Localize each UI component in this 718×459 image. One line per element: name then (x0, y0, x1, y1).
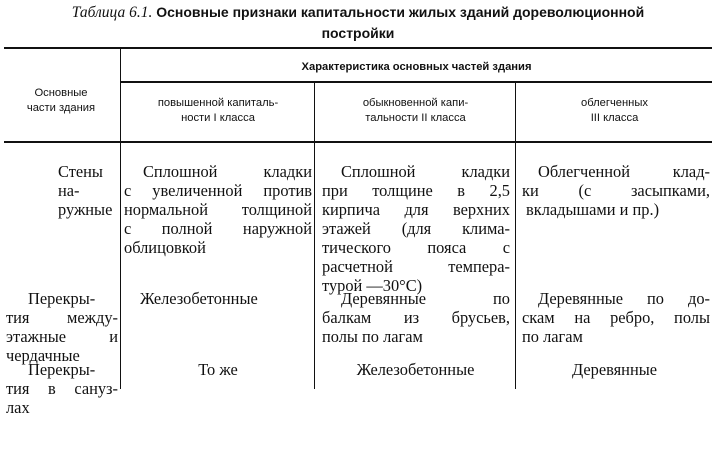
row1-col3-line-1: Облегченной клад- (538, 162, 710, 181)
row2-part-line-1: Перекры- (28, 289, 96, 308)
row2-part-line-3: этажные и (6, 327, 118, 346)
header-bottom-rule (4, 141, 712, 143)
row2-col2-line-3: полы по лагам (322, 327, 423, 346)
table-caption (6, 2, 710, 44)
row3-part-line-1: Перекры- (28, 360, 96, 379)
row2-col3-line-2: скам на ребро, полы (522, 308, 710, 327)
row1-col2-line-5: тического пояса с (322, 238, 510, 257)
row1-col3-line-3: вкладышами и пр.) (526, 200, 660, 219)
row1-col2-line-2: при толщине в 2,5 (322, 181, 510, 200)
row2-col2 (322, 289, 510, 346)
group-header-label: Характеристика основных частей здания (301, 61, 532, 73)
col3-header-line-1: облегченных (581, 97, 648, 109)
table-number: Таблица 6.1. (71, 4, 153, 21)
row2-part (6, 289, 118, 365)
row3-part-line-2: тия в сануз- (6, 379, 118, 398)
row2-part-line-2: тия между- (6, 308, 118, 327)
group-header-rule (121, 81, 712, 83)
row1-part-line-2: ружные (58, 200, 113, 219)
table-top-rule (4, 47, 712, 49)
col1-header (122, 96, 314, 126)
row2-col2-line-1: Деревянные по (341, 289, 510, 308)
row2-col1-line-1: Железобетонные (140, 289, 258, 308)
row3-col3 (517, 360, 712, 379)
row2-part-line-4: чердачные (6, 346, 80, 365)
row1-col1-line-1: Сплошной кладки (143, 162, 312, 181)
row3-part (6, 360, 118, 417)
row-header (4, 86, 118, 116)
row2-col3-line-3: по лагам (522, 327, 583, 346)
row1-col2-line-3: кирпича для верхних (322, 200, 510, 219)
row1-col2 (322, 162, 510, 295)
row1-col3-line-2: ки (с засыпками, (522, 181, 710, 200)
row1-col1-line-4: с полной наружной (124, 219, 312, 238)
group-header (121, 60, 712, 75)
body-divider-col3 (515, 142, 516, 389)
caption-line-1 (6, 2, 710, 23)
col2-header (316, 96, 515, 126)
row-header-line-1: Основные (34, 87, 88, 99)
row2-col2-line-2: балкам из брусьев, (322, 308, 510, 327)
col1-header-line-1: повышенной капиталь- (157, 97, 279, 109)
table-title-line-1: Основные признаки капитальности жилых зданий дореволюционной (156, 4, 645, 20)
col3-header (517, 96, 712, 126)
col2-header-line-1: обыкновенной капи- (362, 97, 469, 109)
row3-part-line-3: лах (6, 398, 30, 417)
row1-part-line-1: Стены на- (58, 162, 103, 200)
col1-header-line-2: ности I класса (181, 112, 255, 124)
caption-line-2 (6, 23, 710, 44)
row1-col3 (522, 162, 710, 219)
body-divider-col2 (314, 142, 315, 389)
row1-col2-line-6: расчетной темпера- (322, 257, 510, 276)
row3-col1-line-1: То же (198, 360, 238, 379)
table-title-line-2: постройки (321, 25, 395, 41)
row3-col2 (316, 360, 515, 379)
row2-col3-line-1: Деревянные по до- (538, 289, 710, 308)
row1-col2-line-7: турой —30°С) (322, 276, 423, 295)
row1-col2-line-1: Сплошной кладки (341, 162, 510, 181)
row1-col1-line-2: с увеличенной против (124, 181, 312, 200)
col2-header-line-2: тальности II класса (365, 112, 466, 124)
row3-col2-line-1: Железобетонные (356, 360, 475, 379)
row1-col1-line-3: нормальной толщиной (124, 200, 312, 219)
row2-col3 (522, 289, 710, 346)
row2-col1 (140, 289, 312, 308)
col3-header-line-2: III класса (590, 112, 639, 124)
row3-col3-line-1: Деревянные (571, 360, 658, 379)
row1-part (58, 162, 118, 219)
row1-col2-line-4: этажей (для клима- (322, 219, 510, 238)
row3-col1 (122, 360, 314, 379)
row1-col1-line-5: облицовкой (124, 238, 206, 257)
row1-col1 (124, 162, 312, 257)
row-header-line-2: части здания (26, 102, 96, 114)
body-divider-stub (120, 142, 121, 389)
